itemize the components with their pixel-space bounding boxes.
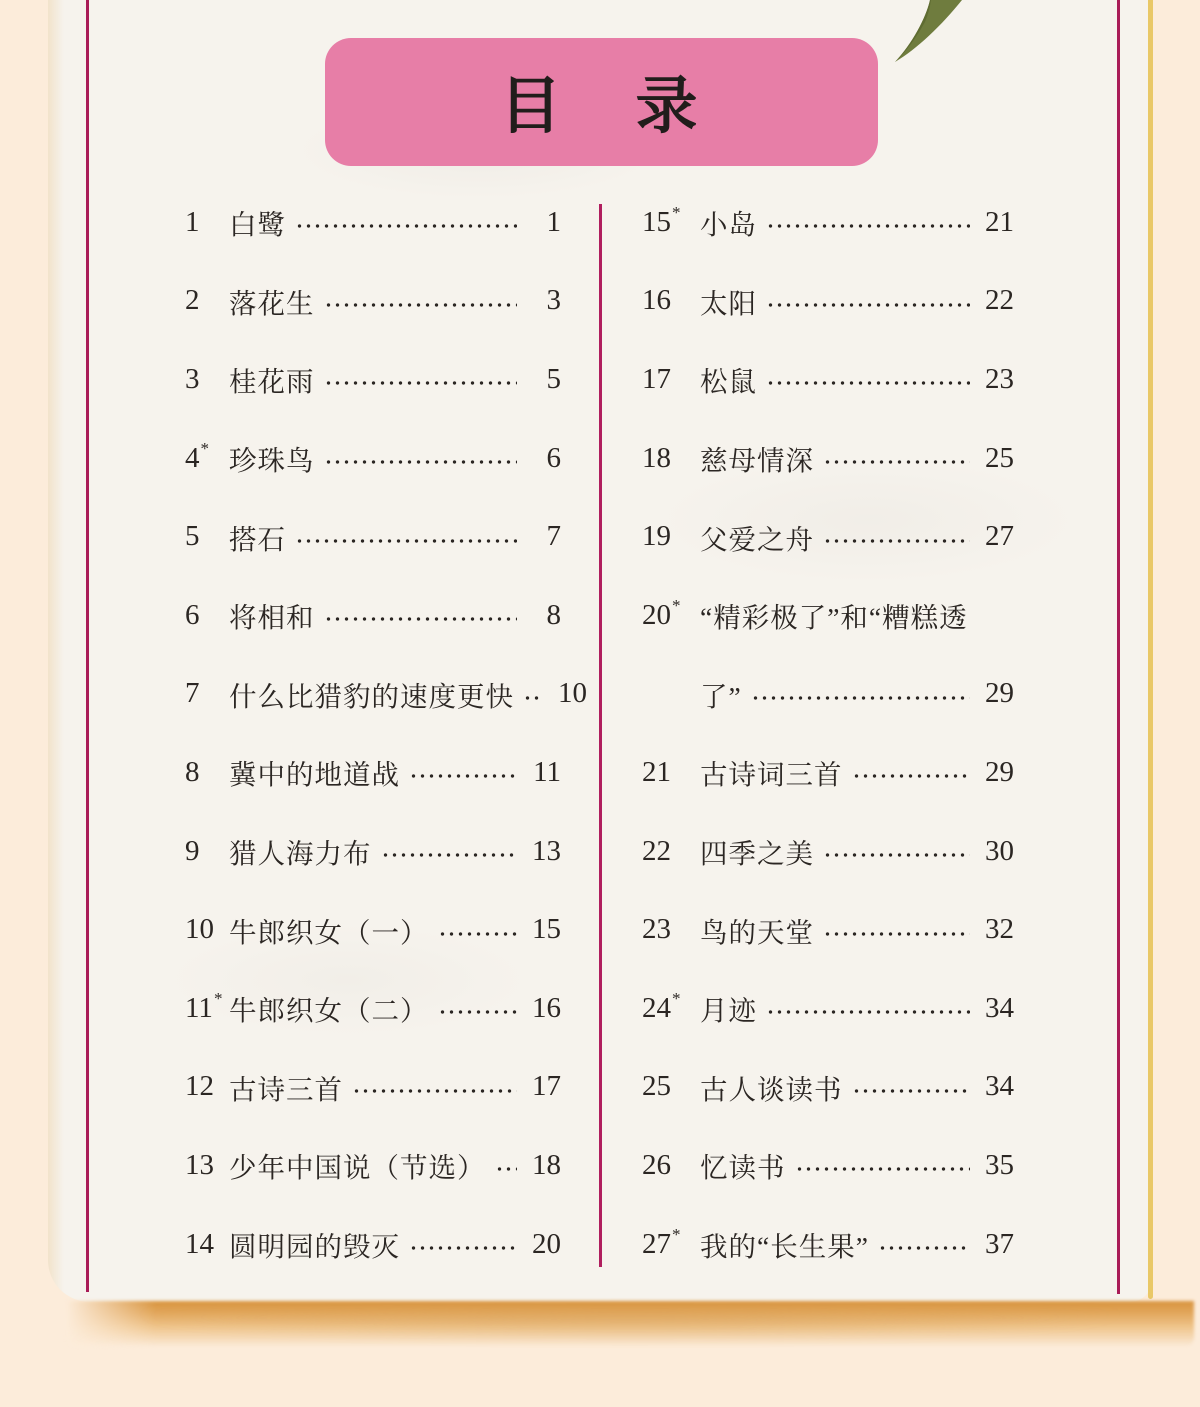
page-number: 34	[985, 991, 1014, 1024]
lesson-title: 父爱之舟	[700, 523, 814, 555]
lesson-number: 11*	[185, 989, 223, 1024]
dot-leader	[409, 1244, 517, 1252]
page-number: 13	[532, 834, 561, 867]
toc-row	[642, 969, 1014, 1048]
lesson-title: 古人谈读书	[700, 1073, 843, 1105]
lesson-title: 慈母情深	[700, 445, 814, 477]
toc-row	[185, 1048, 561, 1127]
lesson-number: 6	[185, 598, 200, 631]
page-number: 21	[985, 205, 1014, 238]
dot-leader	[823, 851, 970, 859]
lesson-number: 1	[185, 205, 200, 238]
toc-row	[642, 497, 1014, 576]
lesson-title: 珍珠鸟	[229, 445, 315, 477]
page-number: 6	[546, 441, 561, 474]
lesson-number: 16	[642, 284, 671, 317]
lesson-title: 将相和	[229, 602, 315, 634]
toc-row	[185, 340, 561, 419]
lesson-title: 忆读书	[700, 1152, 786, 1184]
dot-leader	[766, 1008, 970, 1016]
page-number: 25	[985, 441, 1014, 474]
lesson-title: 小岛	[700, 209, 757, 241]
dot-leader	[295, 222, 517, 230]
lesson-number: 2	[185, 284, 200, 317]
page-number: 15	[532, 913, 561, 946]
toc-row	[642, 419, 1014, 498]
toc-row	[642, 812, 1014, 891]
lesson-number: 20*	[642, 596, 681, 631]
page-number: 20	[532, 1227, 561, 1260]
right-margin-rule	[1117, 0, 1120, 1294]
lesson-title: 落花生	[229, 287, 315, 319]
lesson-number: 13	[185, 1148, 214, 1181]
lesson-title: 月迹	[700, 995, 757, 1027]
toc-row	[185, 1205, 561, 1284]
lesson-title: 搭石	[229, 523, 286, 555]
dot-leader	[324, 379, 518, 387]
toc-row	[642, 340, 1014, 419]
dot-leader	[766, 222, 970, 230]
lesson-number: 10	[185, 913, 214, 946]
lesson-title: 古诗词三首	[700, 759, 843, 791]
page-number: 8	[546, 598, 561, 631]
star-marker: *	[672, 1224, 681, 1244]
column-divider	[599, 204, 602, 1267]
page-number: 27	[985, 520, 1014, 553]
lesson-number: 19	[642, 520, 671, 553]
page-number: 11	[533, 755, 561, 788]
left-margin-rule	[86, 0, 89, 1292]
dot-leader	[852, 1087, 971, 1095]
toc-row	[185, 733, 561, 812]
page-number: 29	[985, 677, 1014, 710]
toc-row	[185, 812, 561, 891]
toc-row	[642, 890, 1014, 969]
page-number: 17	[532, 1070, 561, 1103]
lesson-title: 什么比猎豹的速度更快	[229, 680, 514, 712]
lesson-number: 8	[185, 755, 200, 788]
star-marker: *	[200, 438, 209, 458]
lesson-title: 猎人海力布	[229, 838, 372, 870]
dot-leader	[878, 1244, 970, 1252]
star-marker: *	[213, 989, 223, 1009]
page-number: 1	[546, 205, 561, 238]
page-number: 30	[985, 834, 1014, 867]
lesson-number: 4*	[185, 438, 209, 474]
dot-leader	[324, 615, 518, 623]
page-number: 35	[985, 1148, 1014, 1181]
page-number: 37	[985, 1227, 1014, 1260]
star-marker: *	[672, 203, 681, 223]
page-number: 32	[985, 913, 1014, 946]
lesson-number: 25	[642, 1070, 671, 1103]
lesson-title: 鸟的天堂	[700, 916, 814, 948]
dot-leader	[409, 772, 517, 780]
toc-row	[185, 1126, 561, 1205]
toc-row	[642, 733, 1014, 812]
lesson-number: 7	[185, 677, 200, 710]
lesson-number: 15*	[642, 203, 681, 238]
lesson-title: 牛郎织女（一）	[229, 916, 429, 948]
lesson-number: 21	[642, 755, 671, 788]
toc-row	[642, 262, 1014, 341]
page-number: 10	[558, 677, 587, 710]
toc-row	[185, 183, 561, 262]
dot-leader	[438, 1008, 518, 1016]
dot-leader	[823, 930, 970, 938]
page-number: 34	[985, 1070, 1014, 1103]
toc-title-banner	[325, 38, 878, 166]
lesson-title: 我的“长生果”	[700, 1231, 869, 1263]
lesson-number: 18	[642, 441, 671, 474]
toc-row	[185, 655, 587, 734]
page-title: 目 录	[499, 71, 704, 141]
dot-leader	[381, 851, 518, 859]
lesson-title: 古诗三首	[229, 1073, 343, 1105]
dot-leader	[766, 301, 970, 309]
dot-leader	[352, 1087, 517, 1095]
lesson-number: 5	[185, 520, 200, 553]
page-number: 16	[532, 991, 561, 1024]
lesson-title: 少年中国说（节选）	[229, 1152, 486, 1184]
toc-row	[642, 1205, 1014, 1284]
lesson-title: 圆明园的毁灭	[229, 1231, 400, 1263]
page-bottom-shadow-soft	[110, 1312, 1150, 1346]
dot-leader	[324, 301, 518, 309]
page-number: 3	[546, 284, 561, 317]
dot-leader	[823, 458, 970, 466]
lesson-number: 9	[185, 834, 200, 867]
toc-right-column	[642, 183, 1014, 1283]
lesson-title: 白鹭	[229, 209, 286, 241]
lesson-number: 27*	[642, 1224, 681, 1260]
lesson-title: 牛郎织女（二）	[229, 995, 429, 1027]
dot-leader	[795, 1165, 971, 1173]
dot-leader	[438, 930, 518, 938]
toc-row	[642, 183, 1014, 262]
lesson-number: 3	[185, 362, 200, 395]
lesson-number: 26	[642, 1148, 671, 1181]
toc-row	[185, 890, 561, 969]
star-marker: *	[672, 989, 681, 1009]
page-number: 22	[985, 284, 1014, 317]
lesson-number: 24*	[642, 989, 681, 1024]
lesson-number: 23	[642, 913, 671, 946]
page-number: 29	[985, 755, 1014, 788]
lesson-title: “精彩极了”和“糟糕透	[700, 602, 968, 634]
page-number: 23	[985, 362, 1014, 395]
star-marker: *	[672, 596, 681, 616]
dot-leader	[766, 379, 970, 387]
lesson-title: 四季之美	[700, 838, 814, 870]
dot-leader	[751, 694, 970, 702]
toc-row	[185, 969, 561, 1048]
lesson-title: 桂花雨	[229, 366, 315, 398]
lesson-title: 了”	[700, 680, 742, 712]
dot-leader	[852, 772, 971, 780]
dot-leader	[523, 694, 543, 702]
toc-row	[185, 497, 561, 576]
lesson-title: 松鼠	[700, 366, 757, 398]
page-number: 5	[546, 362, 561, 395]
dot-leader	[324, 458, 518, 466]
toc-row	[642, 576, 1014, 655]
toc-left-column	[185, 183, 587, 1283]
lesson-number: 14	[185, 1227, 214, 1260]
toc-row	[185, 576, 561, 655]
dot-leader	[295, 537, 517, 545]
page-number: 7	[546, 520, 561, 553]
dot-leader	[823, 537, 970, 545]
toc-row	[642, 655, 1014, 734]
lesson-title: 冀中的地道战	[229, 759, 400, 791]
toc-row	[185, 419, 561, 498]
lesson-title: 太阳	[700, 287, 757, 319]
toc-row	[642, 1126, 1014, 1205]
toc-row	[185, 262, 561, 341]
lesson-number: 22	[642, 834, 671, 867]
toc-row	[642, 1048, 1014, 1127]
dot-leader	[495, 1165, 518, 1173]
lesson-number: 12	[185, 1070, 214, 1103]
page-number: 18	[532, 1148, 561, 1181]
lesson-number: 17	[642, 362, 671, 395]
book-cover-edge	[1148, 0, 1153, 1299]
leaf-icon	[892, 0, 964, 66]
